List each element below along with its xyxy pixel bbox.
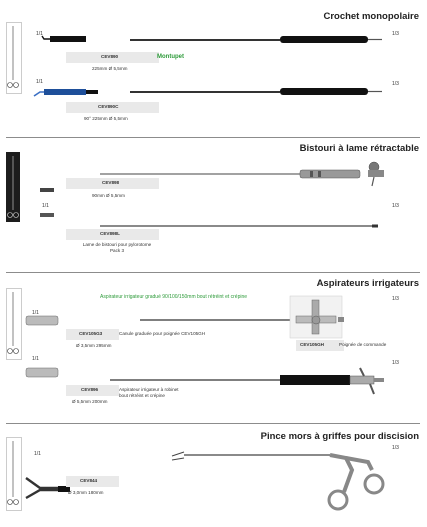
product-ref: CEV844: [80, 478, 98, 483]
product-ref: CEV896: [81, 387, 99, 392]
scale-label: 1/3: [392, 445, 399, 451]
section-banner: Aspirateur irrigateur gradué 90/100/150mm bout rétréint et crépine: [100, 294, 248, 300]
product-ref-box: [66, 385, 119, 396]
product-description: Poignée de commande: [339, 342, 387, 347]
scale-label: 1/3: [392, 296, 399, 302]
scale-label: 1/1: [36, 31, 43, 37]
section-title-aspirateurs: Aspirateurs irrigateurs: [316, 278, 419, 289]
section-title-crochet: Crochet monopolaire: [323, 11, 419, 22]
product-dimensions: 225mm Ø 5,5mm: [92, 66, 128, 71]
product-ref: CEV898L: [100, 231, 120, 236]
product-ref-box: [66, 102, 159, 113]
product-description-line: Aspirateur irrigateur à robinet: [119, 387, 179, 392]
product-ref-box: [66, 178, 159, 189]
product-description: Canule graduée pour poignée CEV105GH: [119, 331, 206, 336]
scale-label: 1/3: [392, 81, 399, 87]
product-dimensions: 90mm Ø 5,5mm: [92, 193, 125, 198]
product-dimensions: Ø 3,0mm 180mm: [68, 490, 104, 495]
scale-label: 1/3: [392, 360, 399, 366]
product-description-line: Lame de bistouri pour pylorotome: [82, 242, 152, 247]
scale-label: 1/1: [36, 79, 43, 85]
product-ref: CEV105G3: [79, 331, 103, 336]
product-description-line: bout rétréint et crépine: [119, 393, 165, 398]
scale-label: 1/3: [392, 203, 399, 209]
product-dimensions: 90° 225mm Ø 5,5mm: [84, 116, 128, 121]
product-ref: CEV890: [101, 54, 119, 59]
section-title-pince: Pince mors à griffes pour discision: [260, 431, 419, 442]
product-dimensions: Ø 3,5mm 295mm: [76, 343, 112, 348]
product-ref-box: [66, 52, 159, 63]
product-ref-box: [66, 476, 119, 487]
product-description-line: Pack 3: [109, 248, 125, 253]
product-ref-box: [66, 229, 159, 240]
crochet-angled-instrument: [34, 88, 382, 96]
handle-instrument: [290, 296, 344, 338]
scale-label: 1/1: [32, 356, 39, 362]
product-ref-box: [296, 340, 344, 351]
scale-label: 1/1: [42, 203, 49, 209]
scale-label: 1/1: [34, 451, 41, 457]
product-ref-box: [66, 329, 119, 340]
product-ref: CEV890C: [98, 104, 119, 109]
product-description: [119, 387, 179, 399]
aspirateur-cannula-instrument: [26, 316, 300, 325]
product-ref: CEV105GH: [300, 342, 325, 347]
brand-label: Montupet: [157, 54, 184, 60]
scale-label: 1/3: [392, 31, 399, 37]
bistouri-blade-instrument: [40, 213, 378, 228]
product-description: [74, 242, 160, 254]
section-title-bistouri: Bistouri à lame rétractable: [299, 143, 419, 154]
crochet-instrument: [42, 36, 382, 43]
product-dimensions: Ø 5,5mm 200mm: [72, 399, 108, 404]
scale-label: 1/1: [32, 310, 39, 316]
product-ref: CEV898: [102, 180, 120, 185]
